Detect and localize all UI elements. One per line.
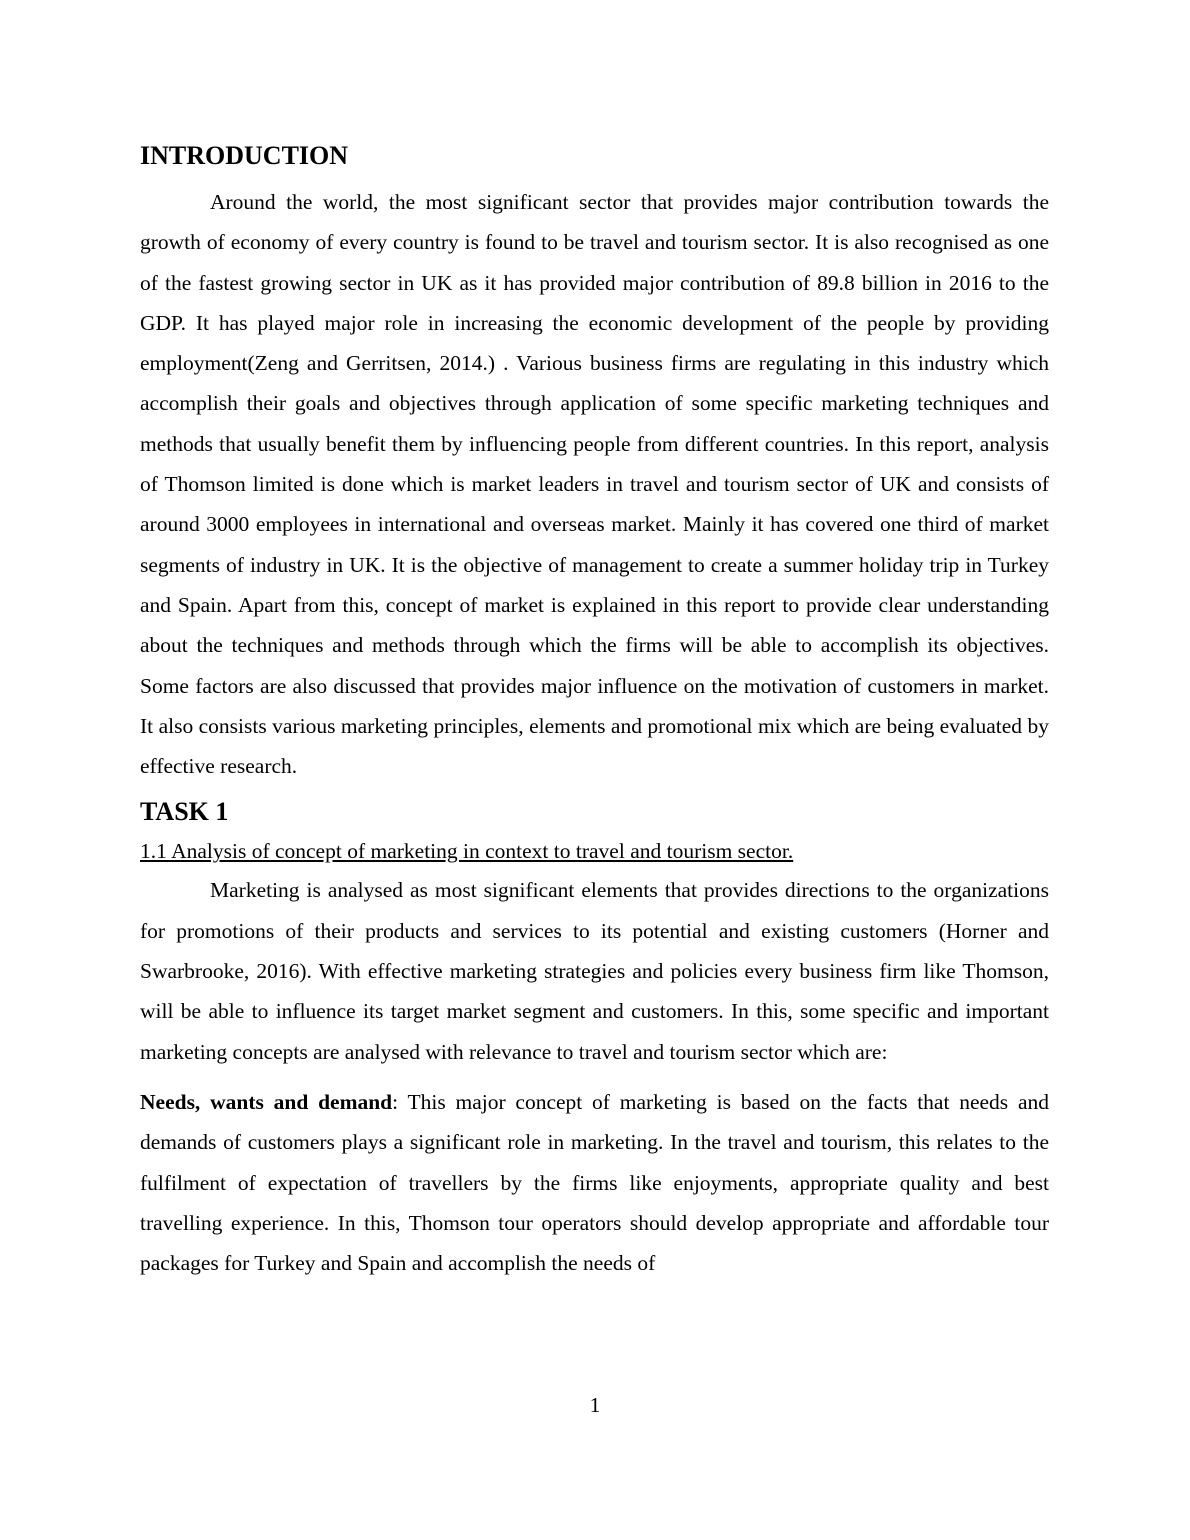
needs-wants-demand-term: Needs, wants and demand — [140, 1089, 393, 1114]
document-page — [140, 138, 1049, 1283]
section-1-1-subheading: 1.1 Analysis of concept of marketing in context to travel and tourism sector. — [140, 839, 794, 864]
marketing-paragraph: Marketing is analysed as most significant elements that provides directions to the organizations for promotions of their products and services to its potential and existing customers (Horner and Swarbrooke, 2016). With effective marketing strategies and policies every business firm like Thomson, will be able to influence its target market segment and customers. In this, some specific and important marketing concepts are analysed with relevance to travel and tourism sector which are: — [140, 878, 1049, 1064]
needs-wants-demand-paragraph — [140, 1082, 1049, 1283]
task-1-heading: TASK 1 — [140, 797, 229, 827]
page-number: 1 — [589, 1393, 601, 1417]
needs-wants-demand-text: : This major concept of marketing is based on the facts that needs and demands of customers plays a significant role in marketing. In the travel and tourism, this relates to the fulfilment of expectation of travellers by the firms like enjoyments, appropriate quality and best travelling experience. In this, Thomson tour operators should develop appropriate and affordable tour packages for Turkey and Spain and accomplish the needs of — [140, 1089, 1049, 1276]
introduction-paragraph: Around the world, the most significant sector that provides major contribution towards the growth of economy of every country is found to be travel and tourism sector. It is also recognised as one of the fastest growing sector in UK as it has provided major contribution of 89.8 billion in 2016 to the GDP. It has played major role in increasing the economic development of the people by providing employment(Zeng and Gerritsen, 2014.) . Various business firms are regulating in this industry which accomplish their goals and objectives through application of some specific marketing techniques and methods that usually benefit them by influencing people from different countries. In this report, analysis of Thomson limited is done which is market leaders in travel and tourism sector of UK and consists of around 3000 employees in international and overseas market. Mainly it has covered one third of market segments of industry in UK. It is the objective of management to create a summer holiday trip in Turkey and Spain. Apart from this, concept of market is explained in this report to provide clear understanding about the techniques and methods through which the firms will be able to accomplish its objectives. Some factors are also discussed that provides major influence on the motivation of customers in market. It also consists various marketing principles, elements and promotional mix which are being evaluated by effective research. — [140, 190, 1049, 779]
introduction-heading: INTRODUCTION — [140, 141, 349, 170]
